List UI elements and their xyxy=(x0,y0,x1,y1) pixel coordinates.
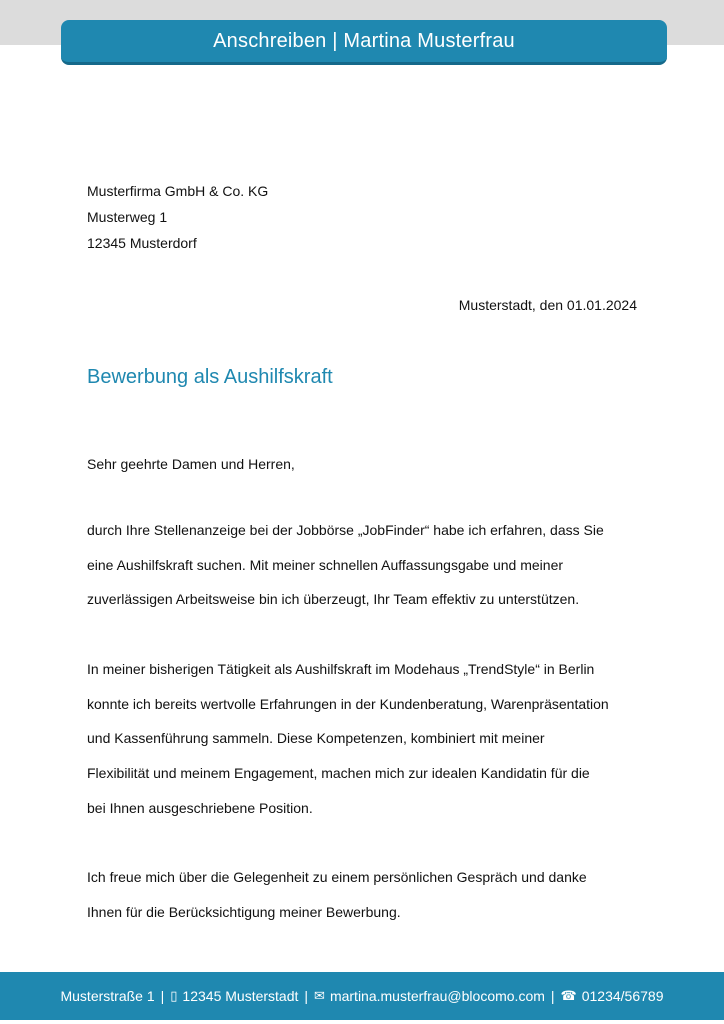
phone-icon: ☎ xyxy=(560,988,577,1003)
letter-date: Musterstadt, den 01.01.2024 xyxy=(458,297,637,313)
recipient-city: 12345 Musterdorf xyxy=(87,235,197,251)
footer-bar xyxy=(0,972,724,1020)
paragraph-line: In meiner bisherigen Tätigkeit als Aushilfskraft im Modehaus „TrendStyle“ in Berlin xyxy=(87,661,595,677)
footer-email[interactable]: martina.musterfrau@blocomo.com xyxy=(329,988,545,1004)
header-title: Anschreiben | Martina Musterfrau xyxy=(213,29,515,52)
footer-address: Musterstraße 1 xyxy=(60,988,155,1004)
footer-separator: | xyxy=(160,988,165,1004)
salutation: Sehr geehrte Damen und Herren, xyxy=(87,456,295,472)
paragraph-line: Ihnen für die Berücksichtigung meiner Bewerbung. xyxy=(87,903,401,920)
header-bar xyxy=(61,20,667,65)
paragraph-1 xyxy=(87,513,647,617)
letter-subject: Bewerbung als Aushilfskraft xyxy=(87,366,333,388)
paragraph-line: bei Ihnen ausgeschriebene Position. xyxy=(87,799,313,816)
footer-separator: | xyxy=(550,988,555,1004)
paragraph-3 xyxy=(87,860,647,929)
paragraph-line: Ich freue mich über die Gelegenheit zu einem persönlichen Gespräch und danke xyxy=(87,869,587,885)
paragraph-line: zuverlässigen Arbeitsweise bin ich überzeugt, Ihr Team effektiv zu unterstützen. xyxy=(87,591,580,608)
footer-city: 12345 Musterstadt xyxy=(182,988,299,1004)
footer-phone[interactable]: 01234/56789 xyxy=(581,988,664,1004)
recipient-company: Musterfirma GmbH & Co. KG xyxy=(87,183,269,199)
paragraph-line: konnte ich bereits wertvolle Erfahrungen in der Kundenberatung, Warenpräsentation xyxy=(87,695,609,712)
paragraph-line: und Kassenführung sammeln. Diese Kompetenzen, kombiniert mit meiner xyxy=(87,730,545,747)
paragraph-line: eine Aushilfskraft suchen. Mit meiner schnellen Auffassungsgabe und meiner xyxy=(87,556,564,573)
email-icon: ✉ xyxy=(314,988,325,1003)
footer-separator: | xyxy=(304,988,309,1004)
paragraph-line: durch Ihre Stellenanzeige bei der Jobbörse „JobFinder“ habe ich erfahren, dass Sie xyxy=(87,522,604,538)
recipient-address xyxy=(87,178,268,256)
recipient-street: Musterweg 1 xyxy=(87,209,168,225)
paragraph-2 xyxy=(87,652,647,826)
paragraph-line: Flexibilität und meinem Engagement, machen mich zur idealen Kandidatin für die xyxy=(87,765,590,782)
location-icon: ▯ xyxy=(170,988,178,1003)
